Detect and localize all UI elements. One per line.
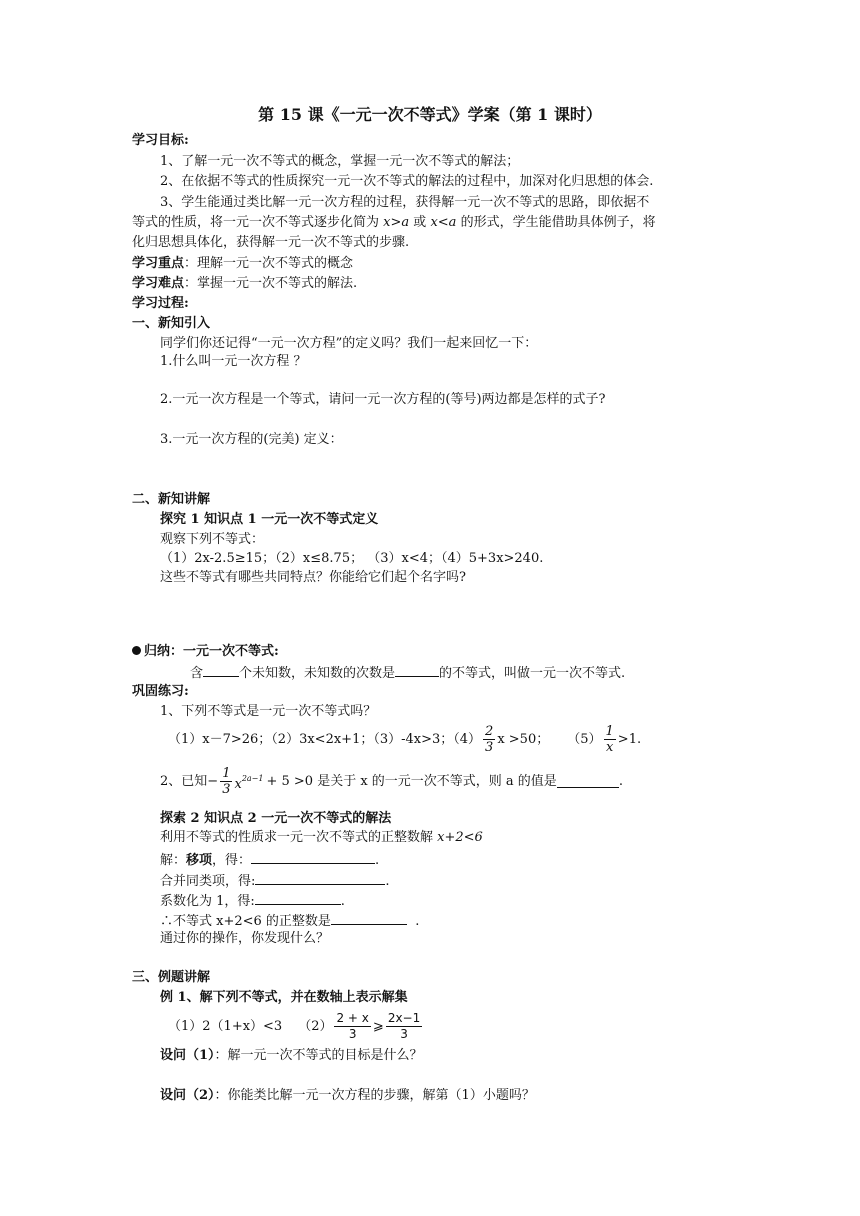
period: .: [415, 914, 420, 929]
step-combine: [160, 872, 390, 890]
explore1-heading: 探究 1 知识点 1 一元一次不等式定义: [160, 512, 379, 527]
step-transpose-suffix: ，得：: [212, 853, 252, 868]
expr-x-lt-a: x<a: [430, 215, 457, 230]
section1-heading: 一、新知引入: [132, 316, 211, 331]
key-point-text: ：理解一元一次不等式的概念: [184, 256, 354, 271]
blank-degree[interactable]: [395, 664, 439, 677]
question-2-text: ：你能类比解一元一次方程的步骤，解第（1）小题吗？: [214, 1088, 535, 1103]
practice-1-item-5-tail: >1.: [617, 731, 642, 747]
fraction-numerator: 2 + x: [336, 1011, 369, 1025]
blank-combine[interactable]: [255, 872, 385, 885]
practice-2-text: + 5 >0 是关于 x 的一元一次不等式，则 a 的值是: [266, 773, 557, 789]
objective-3-line1: 3、学生能通过类比解一元一次方程的过程，获得解一元一次不等式的思路，即依据不: [160, 195, 650, 210]
difficulty-label: 学习难点: [132, 276, 185, 291]
practice-1-item-4-tail: x >50；: [497, 731, 550, 747]
fraction-denominator: 3: [348, 1027, 357, 1041]
fraction-left: [334, 1011, 370, 1042]
summary-definition: [190, 664, 625, 682]
fraction-denominator: 3: [485, 740, 494, 755]
practice-1-item-5-label: （5）: [567, 731, 602, 747]
fraction-two-thirds: [483, 724, 495, 755]
difficulty-text: ：掌握一元一次不等式的解法.: [184, 276, 358, 291]
blank-coefficient[interactable]: [255, 892, 341, 905]
section1-intro: 同学们你还记得“一元一次方程”的定义吗？我们一起来回忆一下：: [160, 336, 538, 351]
fraction-denominator: 3: [222, 782, 231, 797]
example-1-text: 例 1、解下列不等式，并在数轴上表示解集: [160, 990, 408, 1005]
fraction-right: [386, 1011, 422, 1042]
period: .: [340, 894, 345, 909]
difficulty: [132, 276, 357, 292]
inequality-list: （1）2x-2.5≥15；（2）x≤8.75； （3）x<4；（4）5+3x>240.: [160, 551, 544, 566]
blank-a-value[interactable]: [557, 775, 619, 788]
step-coefficient: [160, 892, 345, 910]
example-1-problems: [168, 1011, 424, 1042]
process-heading: 学习过程:: [132, 296, 189, 311]
objective-3-line2: [132, 215, 656, 231]
section1-q3: 3.一元一次方程的(完美) 定义：: [160, 432, 343, 447]
fraction-denominator: 3: [400, 1027, 408, 1041]
section2-heading: 二、新知讲解: [132, 492, 211, 507]
practice-1-items: [168, 724, 641, 755]
summary-text-a: 含: [190, 666, 204, 681]
practice-2-end: .: [618, 773, 623, 789]
objective-3-text-b: 的形式，学生能借助具体例子，将: [460, 215, 656, 230]
objective-3-line3: 化归思想具体化，获得解一元一次不等式的步骤.: [132, 235, 410, 250]
period: .: [385, 874, 390, 889]
step-discover: 通过你的操作，你发现什么？: [160, 931, 330, 946]
explore2-heading: 探索 2 知识点 2 一元一次不等式的解法: [160, 811, 392, 826]
blank-unknown-count[interactable]: [203, 664, 239, 677]
geq-sign: ⩾: [372, 1018, 384, 1034]
objective-1: 1、了解一元一次不等式的概念，掌握一元一次不等式的解法；: [160, 154, 520, 169]
question-1-text: ：解一元一次不等式的目标是什么？: [214, 1048, 423, 1063]
solve-intro: [160, 830, 483, 846]
period: .: [375, 853, 380, 868]
objective-2: 2、在依据不等式的性质探究一元一次不等式的解法的过程中，加深对化归思想的体会.: [160, 174, 654, 189]
objective-3-text-a: 等式的性质，将一元一次不等式逐步化简为: [132, 215, 380, 230]
fraction-numerator: 1: [605, 724, 614, 739]
fraction-one-over-x: [604, 724, 616, 755]
practice-1: 1、下列不等式是一元一次不等式吗？: [160, 704, 377, 719]
minus-sign: −: [207, 773, 219, 789]
expr-x-gt-a: x>a: [383, 215, 410, 230]
page-title: 第 15 课《一元一次不等式》学案（第 1 课时）: [258, 105, 602, 124]
question-2-label: 设问（2）: [160, 1088, 215, 1103]
exponent: 2a−1: [241, 773, 264, 783]
features-question: 这些不等式有哪些共同特点？你能给它们起个名字吗?: [160, 570, 466, 585]
practice-2-label: 2、已知: [160, 773, 208, 789]
step-conclusion: [160, 912, 419, 930]
practice-heading: 巩固练习:: [132, 684, 189, 699]
practice-1-items-1-3: （1）x－7>26；（2）3x<2x+1；（3）-4x>3；（4）: [168, 731, 482, 747]
example-1-problem-1: （1）2（1+x）<3: [168, 1018, 283, 1034]
summary-text-c: 的不等式，叫做一元一次不等式.: [439, 666, 626, 681]
fraction-denominator: x: [605, 740, 614, 755]
step-conclusion-text: ∴不等式 x+2<6 的正整数是: [160, 914, 331, 929]
practice-2: [160, 766, 623, 797]
section1-q2: 2.一元一次方程是一个等式，请问一元一次方程的(等号)两边都是怎样的式子?: [160, 392, 606, 407]
question-2: [160, 1088, 535, 1104]
summary-heading: [132, 644, 279, 660]
section3-heading: 三、例题讲解: [132, 970, 211, 985]
example-1: [160, 990, 408, 1006]
step-transpose: [160, 851, 379, 869]
bullet-icon: [132, 646, 141, 655]
observe-text: 观察下列不等式：: [160, 532, 265, 547]
step-transpose-prefix: 解：: [160, 853, 187, 868]
fraction-numerator: 2x−1: [387, 1011, 421, 1025]
step-coefficient-text: 系数化为 1，得:: [160, 894, 255, 909]
solve-intro-text: 利用不等式的性质求一元一次不等式的正整数解: [160, 830, 434, 845]
solve-expression: x+2<6: [437, 830, 483, 845]
blank-positive-integers[interactable]: [331, 912, 407, 925]
key-point: [132, 256, 353, 272]
question-1: [160, 1048, 423, 1064]
step-combine-text: 合并同类项，得:: [160, 874, 256, 889]
summary-label: 归纳：一元一次不等式:: [144, 644, 279, 659]
step-transpose-keyword: 移项: [186, 853, 213, 868]
fraction-numerator: 1: [222, 766, 231, 781]
summary-text-b: 个未知数，未知数的次数是: [239, 666, 396, 681]
key-point-label: 学习重点: [132, 256, 185, 271]
section1-q1: 1.什么叫一元一次方程 ？: [160, 354, 307, 369]
question-1-label: 设问（1）: [160, 1048, 215, 1063]
fraction-numerator: 2: [485, 724, 494, 739]
objective-3-or: 或: [413, 215, 427, 230]
blank-transpose[interactable]: [251, 851, 375, 864]
example-1-problem-2-label: （2）: [298, 1018, 333, 1034]
variable-x: $x^{2a-1}$: [234, 773, 264, 792]
fraction-one-third: [220, 766, 232, 797]
objectives-heading: 学习目标:: [132, 133, 189, 148]
